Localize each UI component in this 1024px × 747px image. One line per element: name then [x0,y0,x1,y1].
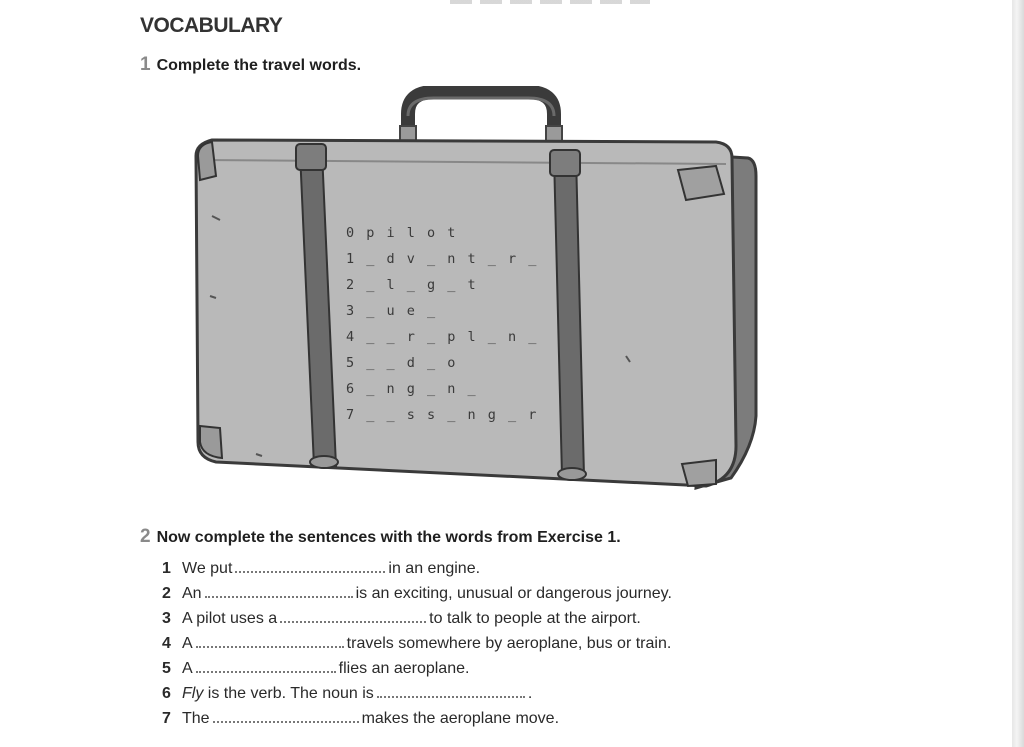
page-edge [1012,0,1024,747]
sentence-number: 3 [162,610,171,627]
sentence-before: A [182,660,193,677]
cropped-header-decoration [450,0,650,4]
sentence-after: makes the aeroplane move. [361,710,560,727]
exercise-2-number: 2 [140,526,151,547]
sentence-item [162,656,672,681]
sentence-before: The [182,710,210,727]
answer-blank[interactable] [377,684,525,698]
clue-item: 5 _ _ d _ o [346,355,458,371]
sentence-item [162,556,672,581]
sentence-before: A pilot uses a [182,610,278,627]
sentence-after: travels somewhere by aeroplane, bus or train. [346,635,672,652]
sentence-item [162,706,672,731]
answer-blank[interactable] [205,584,353,598]
sentence-number: 7 [162,710,171,727]
answer-blank[interactable] [196,659,336,673]
sentence-after: in an engine. [388,560,481,577]
sentence-number: 6 [162,685,171,702]
clue-item: 0 p i l o t [346,225,458,241]
sentence-number: 4 [162,635,171,652]
exercise-1-title [140,54,361,76]
sentence-before: A [182,635,193,652]
sentence-number: 5 [162,660,171,677]
clue-item: 6 _ n g _ n _ [346,381,478,397]
answer-blank[interactable] [235,559,385,573]
sentence-after: flies an aeroplane. [338,660,470,677]
exercise-2-instruction: Now complete the sentences with the words from Exercise 1. [156,529,621,546]
sentence-before: We put [182,560,233,577]
sentence-item [162,606,672,631]
sentence-number: 2 [162,585,171,602]
sentence-after: is an exciting, unusual or dangerous journey. [355,585,672,602]
clue-item: 1 _ d v _ n t _ r _ [346,251,539,267]
exercise-1-instruction: Complete the travel words. [156,57,362,74]
sentence-list [162,556,672,731]
answer-blank[interactable] [213,709,359,723]
sentence-italic-word: Fly [182,685,204,702]
answer-blank[interactable] [196,634,344,648]
sentence-after: . [527,685,533,702]
clue-item: 2 _ l _ g _ t [346,277,478,293]
exercise-1-number: 1 [140,54,151,75]
sentence-before: is the verb. The noun is [207,685,374,702]
clue-item: 3 _ u e _ [346,303,438,319]
sentence-item [162,681,672,706]
sentence-before: An [182,585,202,602]
clue-item: 7 _ _ s s _ n g _ r [346,407,539,423]
exercise-2-title [140,526,621,548]
clue-item: 4 _ _ r _ p l _ n _ [346,329,539,345]
section-heading: VOCABULARY [140,14,283,37]
sentence-number: 1 [162,560,171,577]
sentence-item [162,581,672,606]
sentence-after: to talk to people at the airport. [429,610,641,627]
sentence-item [162,631,672,656]
travel-word-clues [346,220,538,428]
answer-blank[interactable] [280,609,426,623]
